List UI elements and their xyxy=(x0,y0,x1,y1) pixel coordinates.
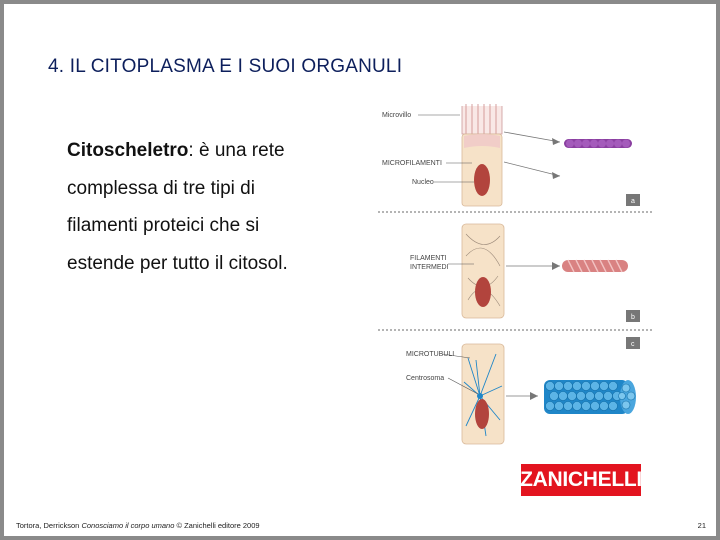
label-microtubuli: MICROTUBULI xyxy=(406,351,455,358)
cytoskeleton-figure xyxy=(376,96,656,448)
cell-panel-c xyxy=(462,344,504,444)
label-filamenti-intermedi-2: INTERMEDI xyxy=(410,264,449,271)
body-line-4: estende per tutto il citosol. xyxy=(67,252,288,274)
footer-publisher: © Zanichelli editore 2009 xyxy=(174,521,260,530)
footer-book: Conosciamo il corpo umano xyxy=(81,521,175,530)
label-microvillo: Microvillo xyxy=(382,112,412,119)
footer-authors: Tortora, Derrickson xyxy=(16,521,82,530)
slide-title: 4. IL CITOPLASMA E I SUOI ORGANULI xyxy=(48,56,403,77)
label-nucleo: Nucleo xyxy=(412,179,434,186)
svg-text:a: a xyxy=(631,198,635,205)
body-line-3: filamenti proteici che si xyxy=(67,215,260,236)
microtubule-model xyxy=(544,380,636,414)
body-line-1 xyxy=(67,132,367,170)
label-filamenti-intermedi-1: FILAMENTI xyxy=(410,255,447,262)
label-centrosoma: Centrosoma xyxy=(406,375,445,382)
cell-panel-b xyxy=(462,224,504,318)
intermediate-filament-model xyxy=(562,260,628,272)
svg-text:c: c xyxy=(631,341,635,348)
cell-panel-a xyxy=(462,104,502,206)
body-text xyxy=(67,132,367,282)
body-line-2: complessa di tre tipi di xyxy=(67,177,255,199)
term-citoscheletro: Citoscheletro xyxy=(67,140,189,161)
body-line-1-rest: : è una rete xyxy=(188,140,285,161)
label-microfilamenti: MICROFILAMENTI xyxy=(382,160,442,167)
footer-citation xyxy=(16,521,260,530)
nucleus-c xyxy=(475,399,489,429)
nucleus-b xyxy=(475,277,491,307)
page-number: 21 xyxy=(697,521,706,530)
svg-text:b: b xyxy=(631,314,635,321)
zanichelli-logo: ZANICHELLI xyxy=(521,464,641,496)
nucleus-a xyxy=(474,164,490,196)
microfilament-model xyxy=(564,139,632,148)
